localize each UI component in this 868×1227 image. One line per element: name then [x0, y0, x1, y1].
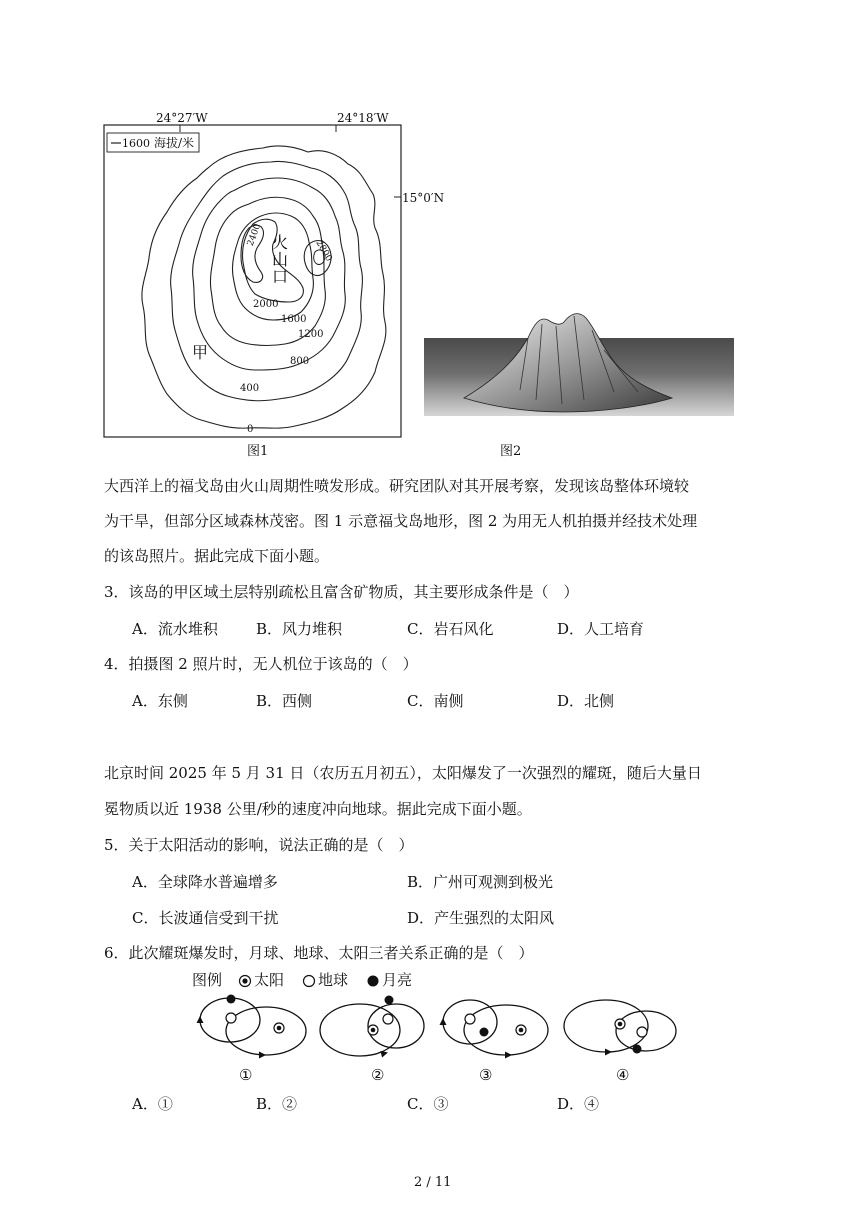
q6-legend-sun: 太阳 [254, 971, 285, 989]
contour-label-1200: 1200 [298, 329, 324, 340]
question-3-stem: 3．该岛的甲区域土层特别疏松且富含矿物质，其主要形成条件是（ ） [104, 583, 579, 601]
page-number: 2 / 11 [414, 1175, 452, 1190]
figure2-caption: 图2 [500, 444, 522, 459]
diagram-label-3: ③ [479, 1066, 493, 1084]
question-4-option-a[interactable]: A．东侧 [132, 692, 188, 710]
question-4-option-c[interactable]: C．南侧 [407, 692, 464, 710]
passage1-line-3: 的该岛照片。据此完成下面小题。 [104, 547, 330, 565]
passage1-line-2: 为干旱，但部分区域森林茂密。图 1 示意福戈岛地形，图 2 为用无人机拍摄并经技术处理 [104, 512, 698, 530]
question-6-option-a[interactable]: A．① [132, 1095, 173, 1113]
q6-legend-earth: 地球 [318, 971, 349, 989]
longitude-right-label: 24°18′W [337, 111, 389, 125]
contour-0 [142, 146, 386, 428]
latitude-label: 15°0′N [402, 191, 445, 205]
diagram-label-4: ④ [616, 1066, 630, 1084]
question-4-stem: 4．拍摄图 2 照片时，无人机位于该岛的（ ） [104, 655, 418, 673]
question-6-option-d[interactable]: D．④ [557, 1095, 600, 1113]
question-4-option-b[interactable]: B．西侧 [256, 692, 313, 710]
contour-label-800: 800 [290, 356, 310, 367]
question-6-option-c[interactable]: C．③ [407, 1095, 449, 1113]
question-3-option-d[interactable]: D．人工培育 [557, 620, 645, 638]
passage2-line-1: 北京时间 2025 年 5 月 31 日（农历五月初五），太阳爆发了一次强烈的耀斑，随后大量日 [104, 764, 702, 782]
figure1-caption: 图1 [247, 444, 269, 459]
question-5-option-c[interactable]: C．长波通信受到干扰 [132, 909, 279, 927]
question-6-stem: 6．此次耀斑爆发时，月球、地球、太阳三者关系正确的是（ ） [104, 944, 534, 962]
diagram-label-2: ② [371, 1066, 385, 1084]
area-jia-label: 甲 [192, 343, 209, 362]
question-5-stem: 5．关于太阳活动的影响，说法正确的是（ ） [104, 836, 414, 854]
question-5-option-b[interactable]: B．广州可观测到极光 [407, 873, 554, 891]
longitude-left-label: 24°27′W [156, 111, 208, 125]
contour-label-2000: 2000 [253, 299, 279, 310]
contour-400 [171, 161, 363, 400]
legend-line-value: 1600 [122, 137, 150, 150]
question-3-option-a[interactable]: A．流水堆积 [132, 620, 218, 638]
question-6-option-b[interactable]: B．② [256, 1095, 298, 1113]
legend-elevation-text: 海拔/米 [154, 136, 195, 150]
question-5-option-a[interactable]: A．全球降水普遍增多 [132, 873, 278, 891]
q6-orbit-diagrams [186, 990, 686, 1065]
crater-label-2: 山 [272, 250, 289, 269]
orbit-diagram-4 [564, 1000, 676, 1054]
question-5-option-d[interactable]: D．产生强烈的太阳风 [407, 909, 555, 927]
passage1-line-1: 大西洋上的福戈岛由火山周期性喷发形成。研究团队对其开展考察，发现该岛整体环境较 [104, 477, 690, 495]
crater-label-1: 火 [272, 233, 289, 252]
question-4-option-d[interactable]: D．北侧 [557, 692, 615, 710]
orbit-diagram-3 [443, 1000, 548, 1055]
orbit-diagram-1 [200, 995, 306, 1056]
question-3-option-c[interactable]: C．岩石风化 [407, 620, 494, 638]
diagram-label-1: ① [239, 1066, 253, 1084]
contour-label-400: 400 [240, 383, 260, 394]
moon-symbol-icon [366, 974, 380, 988]
q6-legend-title: 图例 [192, 971, 223, 989]
earth-symbol-icon [302, 974, 316, 988]
q6-legend-moon: 月亮 [382, 971, 413, 989]
passage2-line-2: 冕物质以近 1938 公里/秒的速度冲向地球。据此完成下面小题。 [104, 800, 532, 818]
contour-label-2800: 2800 [313, 238, 334, 264]
figure2-island-photo [424, 300, 736, 418]
crater-label-3: 口 [272, 267, 289, 286]
orbit-diagram-2 [320, 996, 424, 1057]
contour-label-1600: 1600 [281, 314, 307, 325]
sun-symbol-icon [238, 974, 252, 988]
contour-label-2400: 2400 [245, 222, 264, 248]
question-3-option-b[interactable]: B．风力堆积 [256, 620, 343, 638]
contour-label-0: 0 [247, 424, 254, 435]
